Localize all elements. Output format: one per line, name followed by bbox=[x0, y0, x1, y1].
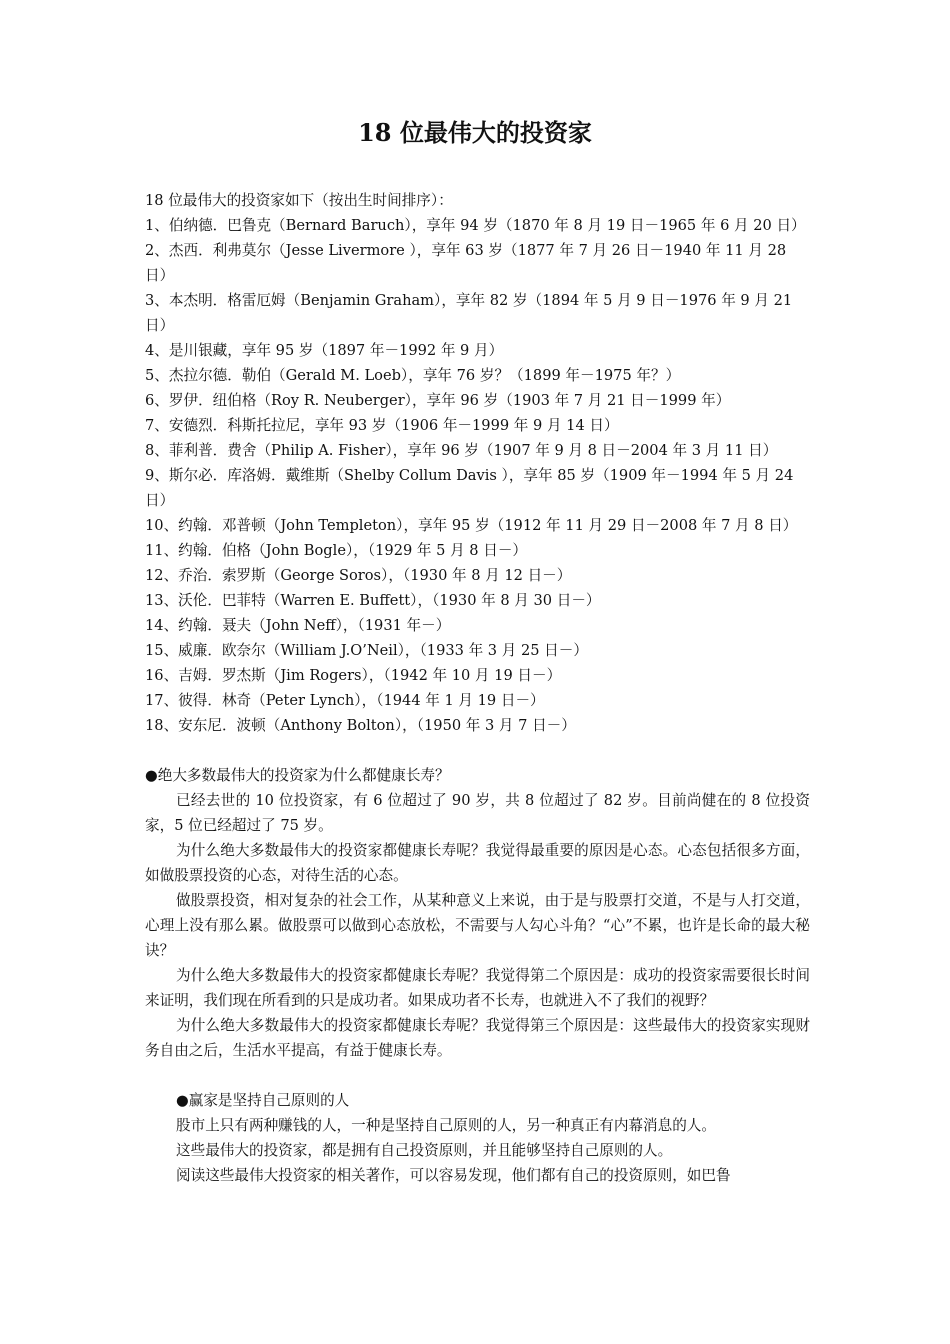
document-body bbox=[145, 188, 810, 1188]
list-item-continuation: 日） bbox=[145, 317, 175, 334]
list-item-continuation: 日） bbox=[145, 492, 175, 509]
list-item: 8、菲利普．费舍（Philip A. Fisher），享年 96 岁（1907 年 9 月 8 日－2004 年 3 月 11 日） bbox=[145, 442, 778, 459]
spacer bbox=[145, 738, 810, 763]
list-item: 9、斯尔必．库洛姆．戴维斯（Shelby Collum Davis ），享年 85 岁（1909 年－1994 年 5 月 24 bbox=[145, 467, 794, 484]
page-title: 18 位最伟大的投资家 bbox=[358, 118, 592, 147]
paragraph: 阅读这些最伟大投资家的相关著作，可以容易发现，他们都有自己的投资原则，如巴鲁 bbox=[176, 1167, 731, 1184]
list-item: 10、约翰．邓普顿（John Templeton），享年 95 岁（1912 年 11 月 29 日－2008 年 7 月 8 日） bbox=[145, 517, 798, 534]
paragraph: 为什么绝大多数最伟大的投资家都健康长寿呢？我觉得最重要的原因是心态。心态包括很多方面，如做股票投资的心态，对待生活的心态。 bbox=[145, 842, 810, 884]
intro-line: 18 位最伟大的投资家如下（按出生时间排序）： bbox=[145, 192, 453, 209]
spacer bbox=[145, 1063, 810, 1088]
list-item-continuation: 日） bbox=[145, 267, 175, 284]
list-item: 11、约翰．伯格（John Bogle），（1929 年 5 月 8 日－） bbox=[145, 542, 528, 559]
paragraph: 为什么绝大多数最伟大的投资家都健康长寿呢？我觉得第二个原因是：成功的投资家需要很长时间来证明，我们现在所看到的只是成功者。如果成功者不长寿，也就进入不了我们的视野？ bbox=[145, 967, 810, 1009]
list-item: 13、沃伦．巴菲特（Warren E. Buffett），（1930 年 8 月 30 日－） bbox=[145, 592, 601, 609]
list-item: 3、本杰明．格雷厄姆（Benjamin Graham），享年 82 岁（1894 年 5 月 9 日－1976 年 9 月 21 bbox=[145, 292, 793, 309]
paragraph: 股市上只有两种赚钱的人，一种是坚持自己原则的人，另一种真正有内幕消息的人。 bbox=[176, 1117, 716, 1134]
paragraph: 为什么绝大多数最伟大的投资家都健康长寿呢？我觉得第三个原因是：这些最伟大的投资家实现财务自由之后，生活水平提高，有益于健康长寿。 bbox=[145, 1017, 810, 1059]
paragraph: 做股票投资，相对复杂的社会工作，从某种意义上来说，由于是与股票打交道，不是与人打交道，心理上没有那么累。做股票可以做到心态放松，不需要与人勾心斗角？“心”不累，也许是长命的最大秘诀？ bbox=[145, 892, 810, 959]
list-item: 2、杰西．利弗莫尔（Jesse Livermore ），享年 63 岁（1877 年 7 月 26 日－1940 年 11 月 28 bbox=[145, 242, 787, 259]
investor-list bbox=[145, 213, 810, 738]
list-item: 5、杰拉尔德．勒伯（Gerald M. Loeb），享年 76 岁？（1899 年－1975 年？） bbox=[145, 367, 681, 384]
section-heading: ●赢家是坚持自己原则的人 bbox=[176, 1092, 350, 1109]
list-item: 14、约翰．聂夫（John Neff），（1931 年－） bbox=[145, 617, 451, 634]
section-heading: ●绝大多数最伟大的投资家为什么都健康长寿？ bbox=[145, 767, 450, 784]
list-item: 6、罗伊．纽伯格（Roy R. Neuberger），享年 96 岁（1903 年 7 月 21 日－1999 年） bbox=[145, 392, 731, 409]
section-principles bbox=[145, 1088, 810, 1188]
list-item: 15、威廉．欧奈尔（William J.O’Neil），（1933 年 3 月 25 日－） bbox=[145, 642, 588, 659]
list-item: 4、是川银藏，享年 95 岁（1897 年－1992 年 9 月） bbox=[145, 342, 504, 359]
list-item: 7、安德烈．科斯托拉尼，享年 93 岁（1906 年－1999 年 9 月 14 日） bbox=[145, 417, 619, 434]
paragraph: 这些最伟大的投资家，都是拥有自己投资原则，并且能够坚持自己原则的人。 bbox=[176, 1142, 673, 1159]
list-item: 16、吉姆．罗杰斯（Jim Rogers），（1942 年 10 月 19 日－） bbox=[145, 667, 562, 684]
section-longevity bbox=[145, 763, 810, 1063]
list-item: 17、彼得．林奇（Peter Lynch），（1944 年 1 月 19 日－） bbox=[145, 692, 545, 709]
paragraph: 已经去世的 10 位投资家，有 6 位超过了 90 岁，共 8 位超过了 82 岁。目前尚健在的 8 位投资家，5 位已经超过了 75 岁。 bbox=[145, 792, 810, 834]
list-item: 12、乔治．索罗斯（George Soros），（1930 年 8 月 12 日－） bbox=[145, 567, 572, 584]
list-item: 18、安东尼．波顿（Anthony Bolton），（1950 年 3 月 7 日－） bbox=[145, 717, 576, 734]
list-item: 1、伯纳德．巴鲁克（Bernard Baruch），享年 94 岁（1870 年 8 月 19 日－1965 年 6 月 20 日） bbox=[145, 217, 806, 234]
